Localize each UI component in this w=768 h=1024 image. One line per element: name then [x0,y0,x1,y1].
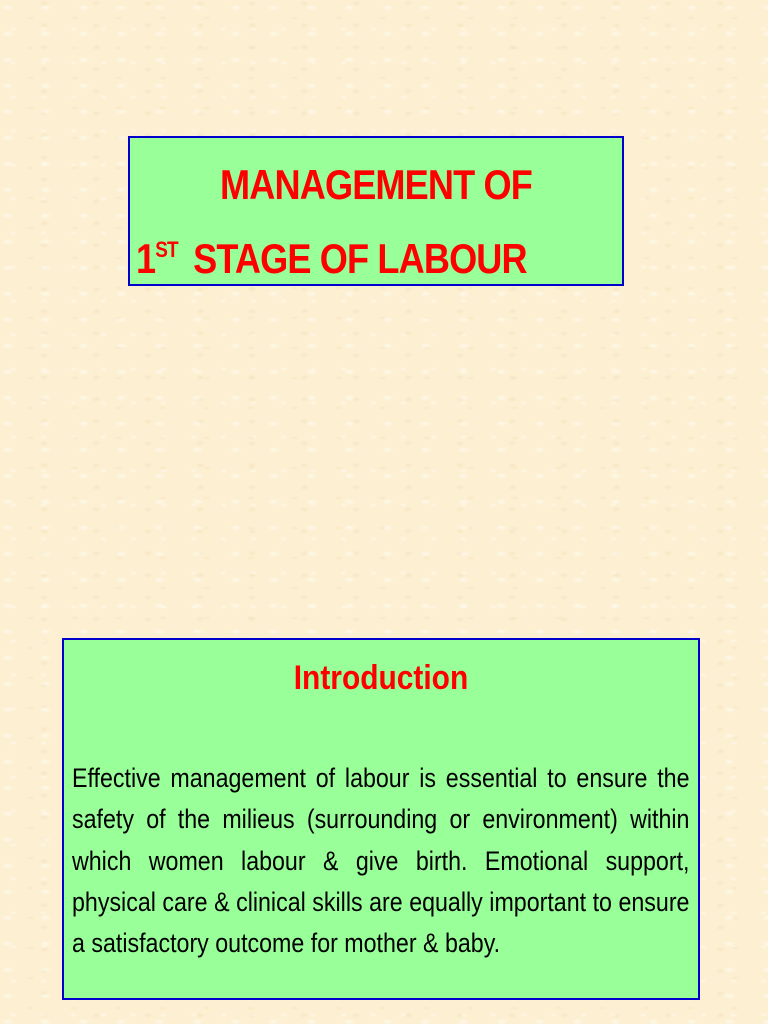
introduction-box [62,638,700,1000]
title-line-2 [136,234,554,284]
introduction-body: Effective management of labour is essential to ensure the safety of the milieus (surrounding or environment) within which women labour & give birth. Emotional support, physical care & clinical skills are equally important to ensure a satisfactory outcome for mother & baby. [72,763,690,959]
introduction-heading: Introduction [293,659,469,697]
title-ordinal-number: 1 [136,235,156,282]
title-ordinal-suffix: ST [155,237,178,262]
title-box [128,136,624,286]
title-stage-text: STAGE OF LABOUR [193,235,527,282]
title-line-1: MANAGEMENT OF [220,161,532,208]
